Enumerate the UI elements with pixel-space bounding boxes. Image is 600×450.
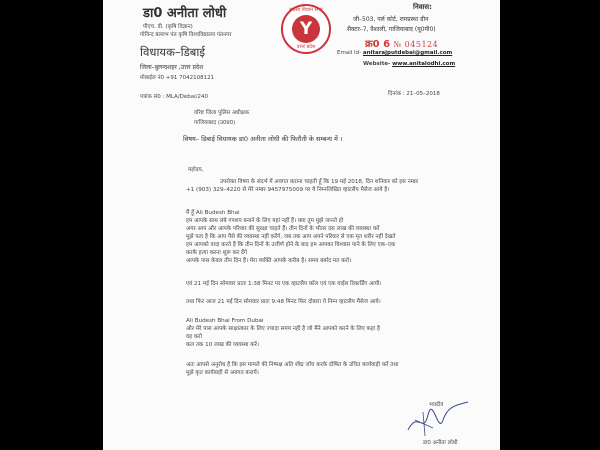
body-paragraph-1-line-1: उपरोक्त विषय के संदर्भ में अवगत कराना चाहती हूँ कि 19 मई 2018, दिन शनिवार को इस नम्बर (220, 179, 419, 185)
email-label: Email Id- (337, 50, 362, 56)
message-1-line-2: अगर आप और आपके परिवार की सुरक्षा चाहते हैं। तीन दिनों के भीतर दस लाख की व्यवस्था करें (186, 226, 380, 232)
message-2-line-1: और मेरे पास आपके साक्षात्कार के लिए ज्यादा समय नहीं है जो मैंने आपको करने के लिए कहा है (186, 326, 380, 332)
body-paragraph-3: तथा फिर आज 21 मई दिन सोमवार प्रातः 9:48 मिनट फिर दोबारा ये निम्न व्हाटसैप मैसेज आये। (186, 299, 381, 305)
body-paragraph-1-line-2: +1 (903) 329–4220 से मेरे नम्बर 9457975009 पर ये निम्नलिखित व्हाटसैप मैसेज आये है। (186, 187, 390, 193)
reference-number: पत्रांक सं0 : MLA/Debai/240 (140, 94, 209, 100)
message-1-line-5: करके हत्या करना शुरू कर देंगे (186, 250, 248, 256)
email-row (337, 50, 452, 56)
message-2-header: Ali Budesh Bhai From Dubai (186, 318, 264, 324)
sender-district: जिला–बुलन्दशहर ,उत्तर प्रदेश (140, 64, 204, 71)
signatory-name: डा0 अनीता लोधी (423, 440, 458, 446)
signature-icon (403, 400, 473, 440)
letter-date: दिनांक : 21–05–2018 (388, 91, 440, 97)
residence-label: निवास: (413, 3, 432, 11)
website-link[interactable]: www.anitalodhi.com (392, 61, 456, 67)
message-1-line-3: मुझे पता है कि आप पैसे की व्यवस्था नहीं करेंगे, जब तक आप अपने परिवार से एक मृत शरीर नहीं देखते (186, 234, 396, 240)
body-paragraph-4-line-2: मुझे कृत कार्यवाही से अवगत करायें। (186, 370, 259, 376)
message-1-line-1: हम आपके साथ लंबे गपशप बनाने के लिए यहां नहीं हैं। क्या तुम मुझे जानते हो (186, 218, 344, 224)
serial-prefix: क्र0 6 (365, 39, 391, 50)
serial-no: № 045124 (393, 40, 439, 49)
message-2-line-2: वह करो (186, 334, 202, 340)
subject-line: विषय– डिबाई विधायक डा0 अनीता लोधी की फिरौती के सम्बन्ध में । (183, 135, 343, 143)
sender-name: डा0 अनीता लोधी (143, 6, 227, 21)
message-1-line-6: आपके पास केवल तीन दिन हैं। मेरा व्यक्ति आपके करीब है। समय बर्बाद मत करो। (186, 258, 352, 264)
email-link[interactable]: anitarajputdebai@gmail.com (362, 50, 453, 56)
salutation: महोदय, (188, 167, 204, 173)
sender-designation: विधायक–डिबाई (140, 45, 205, 59)
recipient-line-1: वरिष्ट जिला पुलिस अधीक्षक (194, 110, 250, 116)
sender-qualification: पीएच. डी. (कृषि विज्ञान) (143, 24, 193, 30)
website-label: Website- (363, 61, 391, 67)
body-paragraph-4-line-1: अतः आपसे अनुरोध है कि इस मामले की निष्पक्ष अति शीघ्र जाँच करके दोषित के उचित कार्यवाही करें तथा (186, 362, 399, 368)
vidhan-sabha-seal (281, 4, 331, 54)
message-1-header: मैं हूँ Ali Budesh Bhai (186, 210, 240, 216)
valediction: भवदीय (429, 402, 444, 408)
seal-emblem-icon: Y (292, 15, 320, 43)
seal-top-text: सदस्य विधान सभा (289, 7, 323, 13)
website-row (363, 61, 455, 67)
recipient-line-2: गाजियाबाद (उ0प्र0) (194, 120, 236, 126)
address-line-2: सैक्टर–7, वैशाली, गाजियाबाद (यू0पी0) (347, 26, 436, 33)
message-1-line-4: हम आपको वादा करते हैं कि तीन दिनों के उत्तीर्ण होने के बाद हम आपका विश्वास पाने के लिए एक–एक (186, 242, 396, 248)
sender-mobile: मोबाईल नं0 +91 7042108121 (140, 75, 215, 81)
body-paragraph-2: एवं 21 मई दिन सोमवार प्रातः 1:38 मिनट पर एक व्हाटसैप कॉल एवं एक वाईस रिकार्डिंग आयी। (186, 281, 382, 287)
message-2-line-3: कल तक 10 लाख की व्यवस्था करें। (186, 342, 259, 348)
address-line-1: जी–503, पर्ल कोर्ट, रामप्रस्था ग्रीन (353, 16, 429, 23)
sender-university: गोविन्द बल्लभ पंत कृषि विश्वविद्यालय पंतनगर (140, 32, 232, 38)
serial-number (365, 36, 438, 50)
seal-bottom-text: उत्तर प्रदेश (296, 44, 316, 50)
letter-page (103, 0, 500, 450)
